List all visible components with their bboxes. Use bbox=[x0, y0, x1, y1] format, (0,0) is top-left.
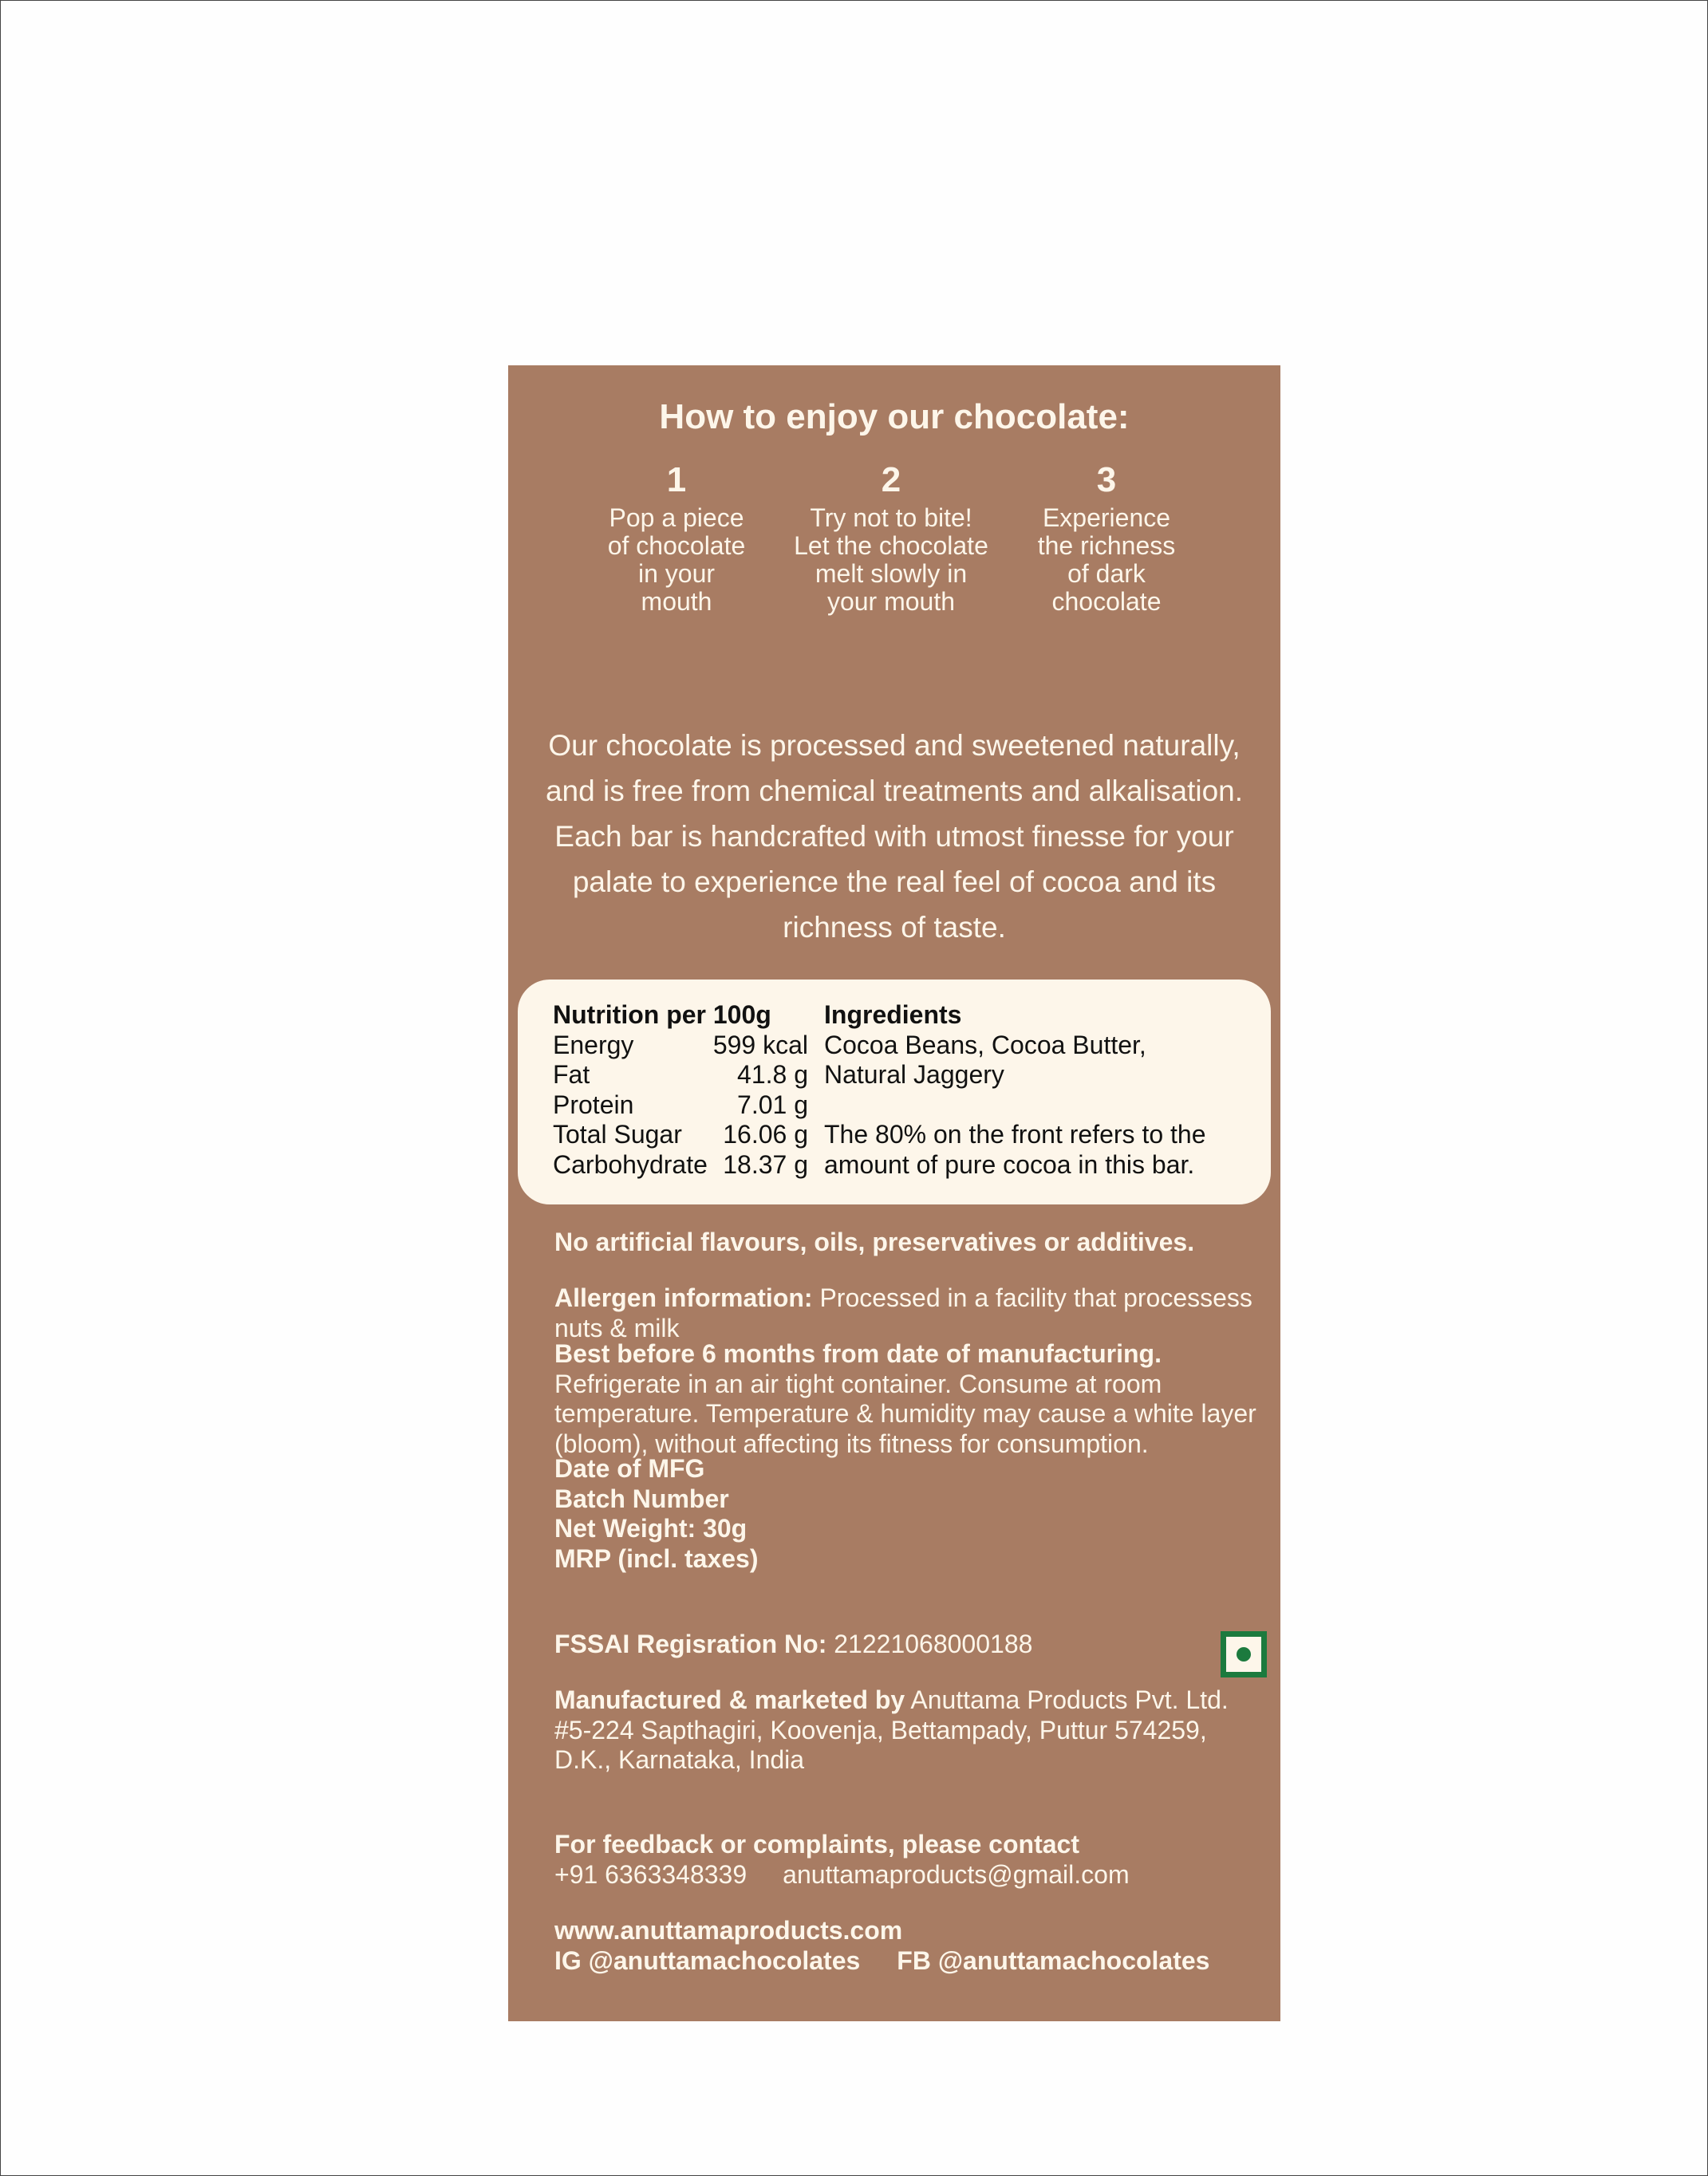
step-1 bbox=[565, 459, 788, 616]
nutrient-value: 599 kcal bbox=[712, 1030, 808, 1059]
best-before-label: Best before 6 months from date of manufacturing. bbox=[554, 1339, 1162, 1368]
nutrition-row bbox=[553, 1031, 808, 1061]
contact-info bbox=[554, 1830, 1264, 1890]
social-line bbox=[554, 1946, 1264, 1977]
manufacturer-line bbox=[554, 1685, 1264, 1716]
website-link[interactable]: www.anuttamaproducts.com bbox=[554, 1916, 903, 1945]
nutrient-label: Carbohydrate bbox=[553, 1149, 708, 1179]
storage-text: Refrigerate in an air tight container. Consume at room temperature. Temperature & humidity may cause a white layer (bloom), without affecting its fitness for consumption. bbox=[554, 1369, 1256, 1458]
batch-number-label: Batch Number bbox=[554, 1484, 729, 1513]
nutrition-heading: Nutrition per 100g bbox=[553, 1000, 771, 1029]
nutrient-value: 18.37 g bbox=[723, 1149, 808, 1179]
email-address[interactable]: anuttamaproducts@gmail.com bbox=[783, 1859, 1130, 1889]
ingredients-line: Natural Jaggery bbox=[824, 1060, 1004, 1089]
nutrient-label: Total Sugar bbox=[553, 1120, 682, 1149]
nutrition-row bbox=[553, 1060, 808, 1090]
step-3 bbox=[995, 459, 1218, 616]
manufacturer-info bbox=[554, 1685, 1264, 1776]
nutrient-label: Energy bbox=[553, 1030, 634, 1059]
nutrition-row bbox=[553, 1090, 808, 1121]
cocoa-note: The 80% on the front refers to the bbox=[824, 1120, 1206, 1149]
address-line: D.K., Karnataka, India bbox=[554, 1745, 805, 1774]
nutrient-label: Protein bbox=[553, 1090, 634, 1119]
step-number: 3 bbox=[1096, 460, 1117, 499]
storage-info bbox=[554, 1339, 1264, 1459]
nutrient-value: 16.06 g bbox=[723, 1120, 808, 1149]
nutrition-ingredients-card bbox=[518, 980, 1271, 1204]
manufacturer-label: Manufactured & marketed by bbox=[554, 1685, 905, 1714]
allergen-text: Processed in a facility that processess nuts & milk bbox=[554, 1283, 1252, 1342]
contact-heading: For feedback or complaints, please contact bbox=[554, 1830, 1079, 1859]
nutrient-label: Fat bbox=[553, 1060, 590, 1089]
mfg-date-label: Date of MFG bbox=[554, 1454, 705, 1483]
step-text: Pop a piece of chocolate in your mouth bbox=[607, 503, 746, 616]
step-number: 1 bbox=[666, 460, 687, 499]
facebook-handle[interactable]: FB @anuttamachocolates bbox=[897, 1945, 1210, 1975]
product-story: Our chocolate is processed and sweetened naturally, and is free from chemical treatments and alkalisation. Each bar is handcrafted with utmost finesse for your palate to experience the real feel of cocoa and its richness of taste. bbox=[545, 729, 1244, 944]
nutrition-row bbox=[553, 1120, 808, 1150]
step-2 bbox=[779, 459, 1003, 616]
product-details bbox=[554, 1454, 1264, 1574]
veg-mark-icon bbox=[1221, 1631, 1267, 1677]
step-text: Experience the richness of dark chocolate bbox=[1037, 503, 1176, 616]
ingredients-line: Cocoa Beans, Cocoa Butter, bbox=[824, 1030, 1146, 1059]
label-panel bbox=[508, 365, 1280, 2021]
fssai-registration bbox=[554, 1630, 1264, 1660]
nutrient-value: 41.8 g bbox=[737, 1060, 808, 1089]
instagram-handle[interactable]: IG @anuttamachocolates bbox=[554, 1945, 861, 1975]
net-weight-label: Net Weight: 30g bbox=[554, 1514, 747, 1543]
step-text: Try not to bite! Let the chocolate melt slowly in your mouth bbox=[794, 503, 988, 616]
no-artificial-note: No artificial flavours, oils, preservatives or additives. bbox=[554, 1228, 1195, 1256]
allergen-label: Allergen information: bbox=[554, 1283, 813, 1312]
cocoa-note: amount of pure cocoa in this bar. bbox=[824, 1149, 1195, 1179]
manufacturer-name: Anuttama Products Pvt. Ltd. bbox=[905, 1685, 1229, 1714]
step-number: 2 bbox=[881, 460, 901, 499]
nutrition-table bbox=[553, 1000, 808, 1180]
allergen-info bbox=[554, 1283, 1264, 1343]
spacer bbox=[824, 1090, 1255, 1121]
nutrient-value: 7.01 g bbox=[737, 1090, 808, 1119]
contact-line bbox=[554, 1860, 1264, 1890]
veg-dot bbox=[1237, 1647, 1251, 1662]
fssai-number: 21221068000188 bbox=[826, 1630, 1033, 1658]
ingredients-heading: Ingredients bbox=[824, 1000, 962, 1029]
fssai-label: FSSAI Regisration No: bbox=[554, 1630, 827, 1658]
how-to-enjoy-title: How to enjoy our chocolate: bbox=[659, 397, 1130, 436]
address-line: #5-224 Sapthagiri, Koovenja, Bettampady, Puttur 574259, bbox=[554, 1715, 1207, 1744]
phone-number[interactable]: +91 6363348339 bbox=[554, 1859, 747, 1889]
nutrition-row bbox=[553, 1150, 808, 1181]
social-links bbox=[554, 1916, 1264, 1976]
ingredients-block bbox=[824, 1000, 1255, 1180]
mrp-label: MRP (incl. taxes) bbox=[554, 1543, 759, 1573]
